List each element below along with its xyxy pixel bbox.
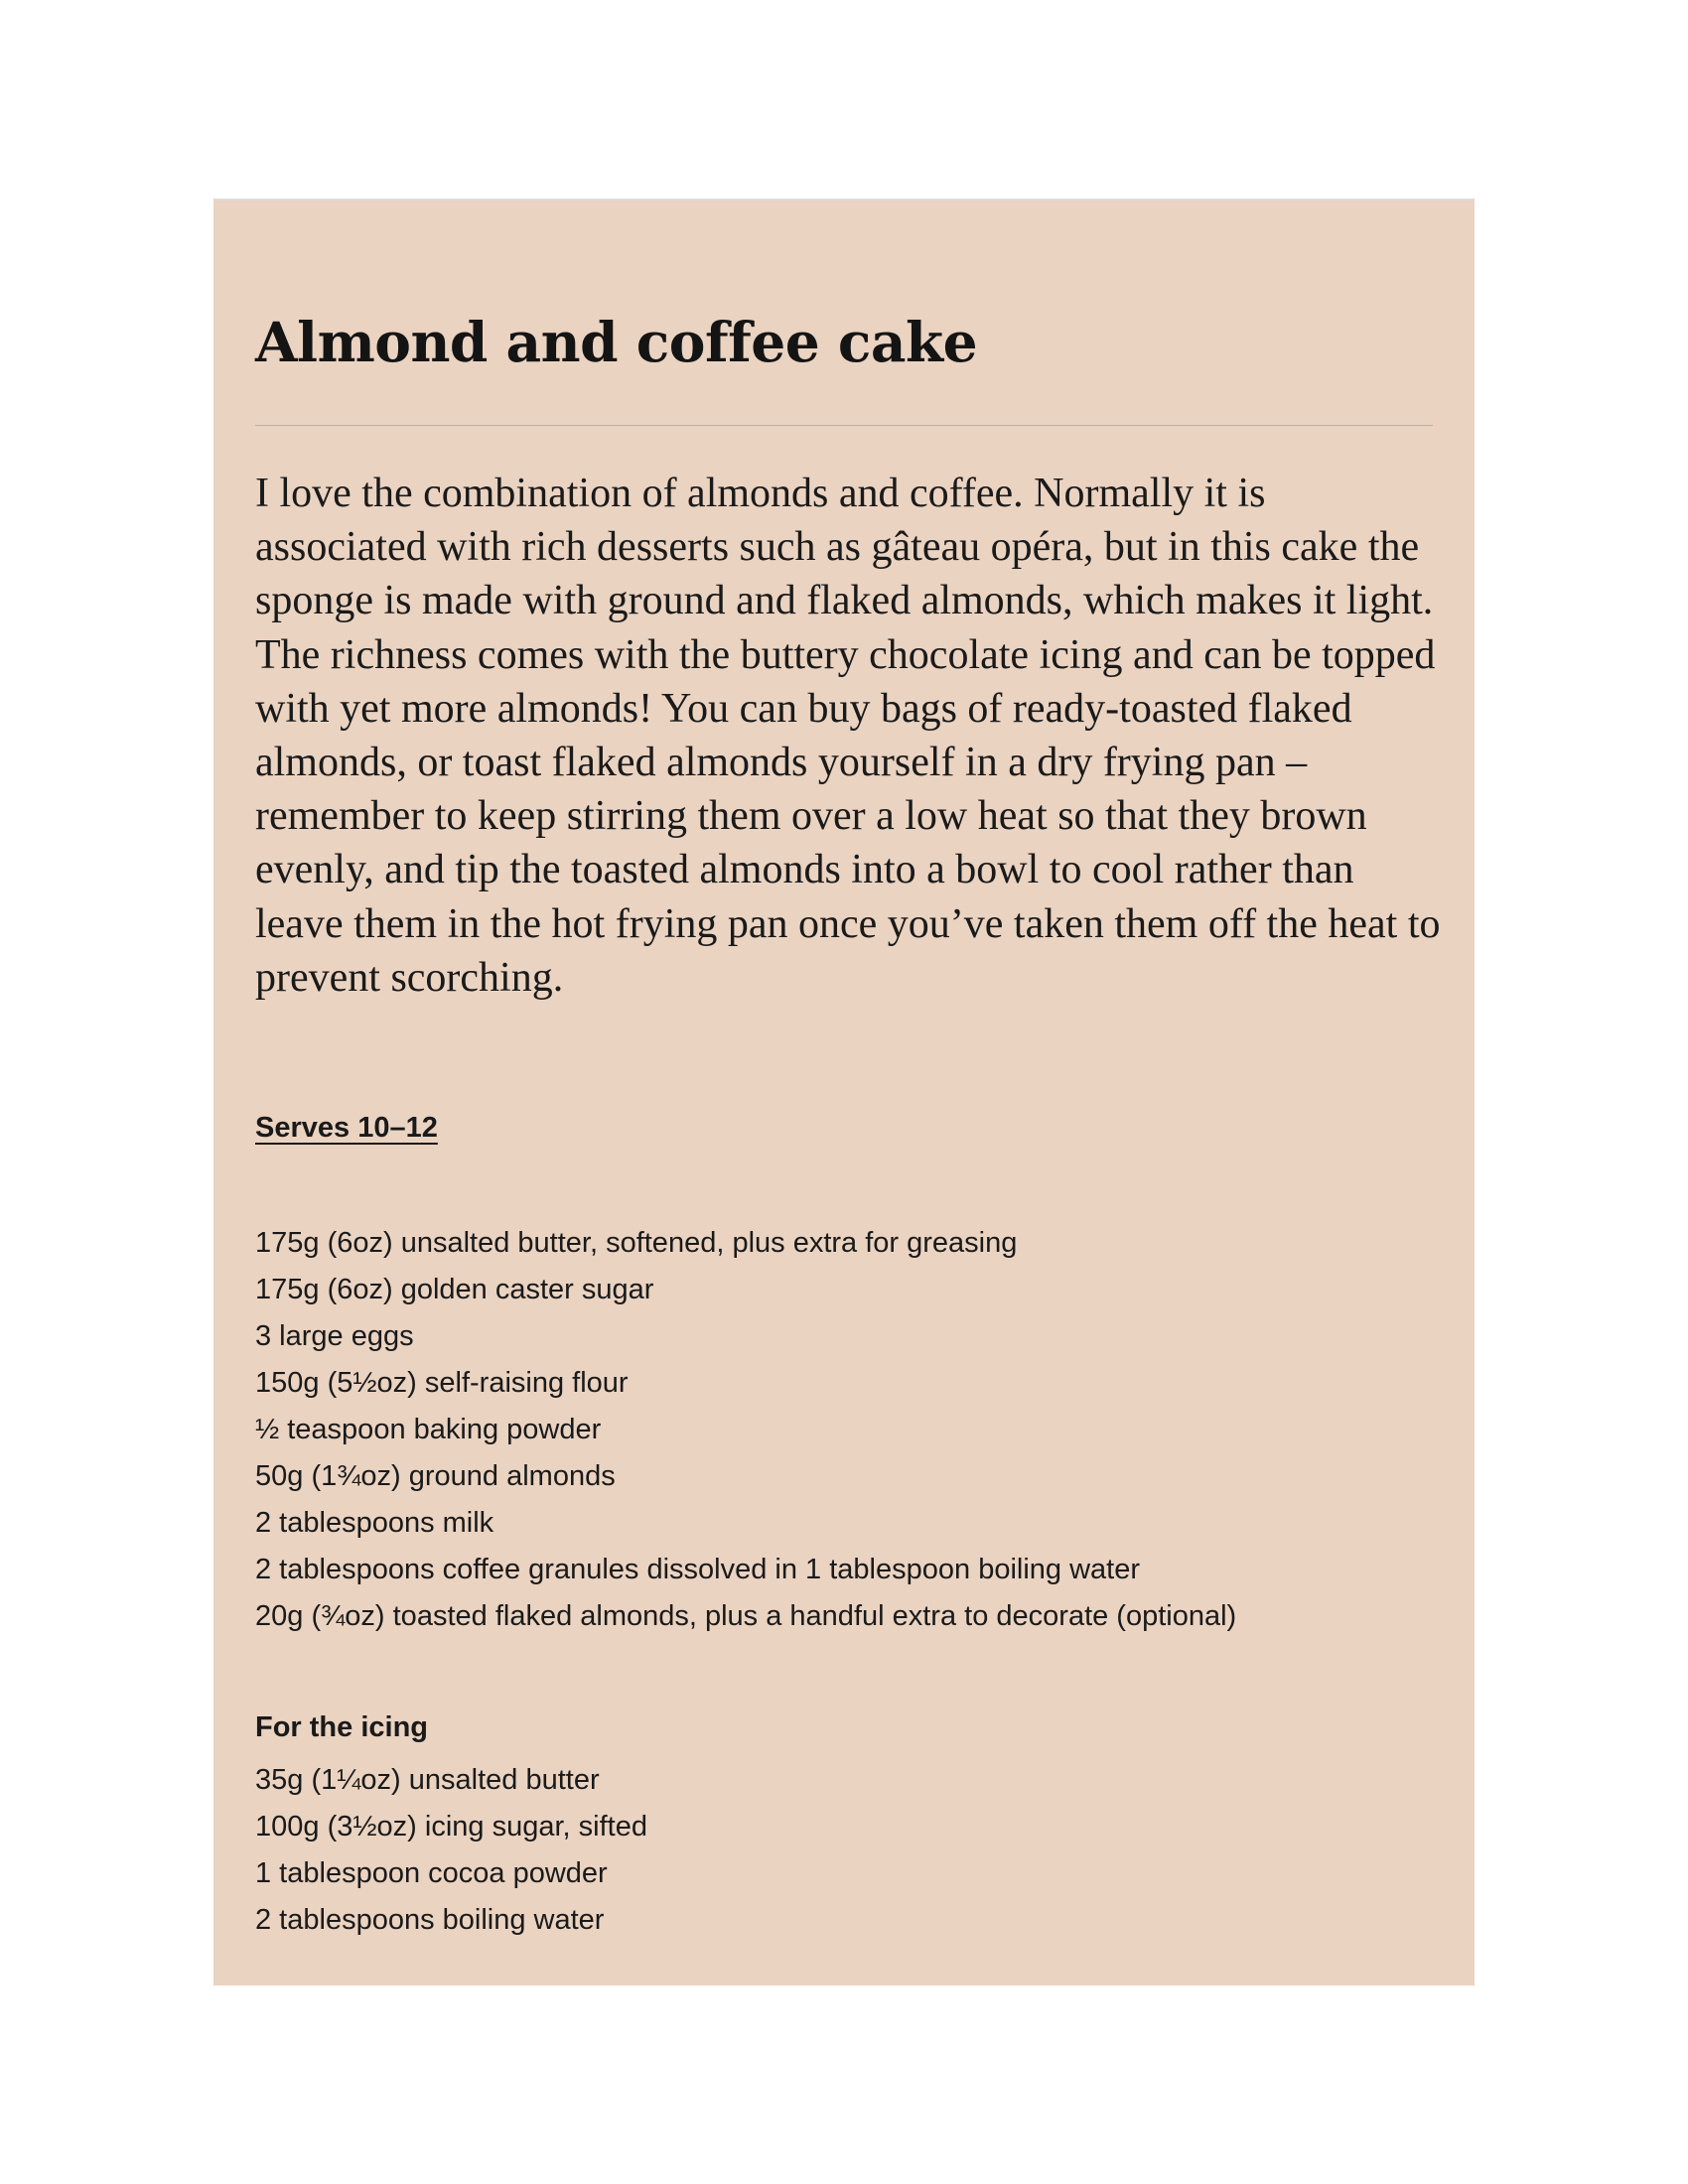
recipe-card	[213, 199, 1475, 1985]
title-divider	[255, 425, 1433, 426]
ingredient-list	[255, 1220, 1236, 1640]
icing-ingredient-item: 100g (3½oz) icing sugar, sifted	[255, 1811, 647, 1843]
ingredient-item: 50g (1¾oz) ground almonds	[255, 1460, 616, 1492]
icing-heading: For the icing	[255, 1711, 428, 1743]
icing-ingredient-item: 2 tablespoons boiling water	[255, 1904, 605, 1936]
ingredient-item: 150g (5½oz) self-raising flour	[255, 1367, 629, 1399]
recipe-intro: I love the combination of almonds and coffee. Normally it is associated with rich desserts such as gâteau opéra, but in this cake the sponge is made with ground and flaked almonds, which makes it light. The richness comes with the buttery chocolate icing and can be topped with yet more almonds! You can buy bags of ready-toasted flaked almonds, or toast flaked almonds yourself in a dry frying pan – remember to keep stirring them over a low heat so that they brown evenly, and tip the toasted almonds into a bowl to cool rather than leave them in the hot frying pan once you’ve taken them off the heat to prevent scorching.	[255, 471, 1441, 1001]
recipe-title: Almond and coffee cake	[255, 310, 978, 374]
ingredient-item: 3 large eggs	[255, 1320, 414, 1352]
ingredient-item: 2 tablespoons milk	[255, 1507, 494, 1539]
ingredient-item: ½ teaspoon baking powder	[255, 1414, 602, 1445]
icing-ingredient-item: 35g (1¼oz) unsalted butter	[255, 1764, 600, 1796]
icing-ingredient-item: 1 tablespoon cocoa powder	[255, 1857, 608, 1889]
ingredient-item: 2 tablespoons coffee granules dissolved in 1 tablespoon boiling water	[255, 1554, 1141, 1585]
ingredient-item: 20g (¾oz) toasted flaked almonds, plus a handful extra to decorate (optional)	[255, 1600, 1237, 1632]
serves-heading: Serves 10–12	[255, 1112, 438, 1144]
ingredient-item: 175g (6oz) unsalted butter, softened, plus extra for greasing	[255, 1227, 1018, 1259]
icing-ingredient-list	[255, 1757, 647, 1944]
ingredient-item: 175g (6oz) golden caster sugar	[255, 1274, 654, 1305]
